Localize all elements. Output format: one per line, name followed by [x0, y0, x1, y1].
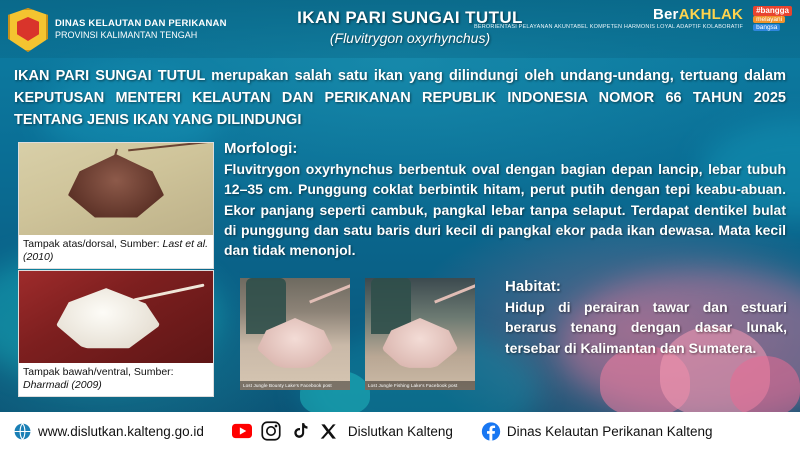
habitat-heading: Habitat:: [505, 278, 561, 295]
ray-tail-shape: [133, 284, 204, 302]
berakhlak-prefix: Ber: [652, 6, 679, 23]
field-photo-right-credit: Lost Jungle Fishing Lake's Facebook post: [365, 381, 475, 390]
agency-name: [55, 19, 227, 40]
page-title: IKAN PARI SUNGAI TUTUL: [297, 8, 523, 27]
habitat-section: [505, 278, 787, 358]
habitat-body: Hidup di perairan tawar dan estuari berarus tenang dengan dasar lunak, tersebar di Kalimantan dan Sumatera.: [505, 299, 787, 356]
morfologi-heading: Morfologi:: [224, 140, 298, 157]
website-link[interactable]: [12, 421, 204, 441]
globe-icon: [12, 421, 32, 441]
facebook-link[interactable]: [481, 421, 713, 441]
coat-of-arms-icon: [8, 8, 48, 52]
field-photo-left-scene: [240, 278, 350, 390]
ray-tail-shape: [309, 283, 350, 303]
berakhlak-tagline: BERORIENTASI PELAYANAN AKUNTABEL KOMPETEN HARMONIS LOYAL ADAPTIF KOLABORATIF: [474, 24, 744, 30]
facebook-page-name: Dinas Kelautan Perikanan Kalteng: [506, 423, 713, 439]
youtube-icon[interactable]: [232, 421, 252, 441]
dorsal-caption-text: Tampak atas/dorsal, Sumber:: [23, 238, 160, 250]
dorsal-photo: [19, 143, 213, 235]
morfologi-body: Fluvitrygon oxyrhynchus berbentuk oval dengan bagian depan lancip, lebar tubuh 12–35 cm. Punggung coklat berbintik hitam, perut putih dengan tepi keabu-abuan. Ekor panjang seperti cambuk, pangkal lebar tanpa selaput. Terdapat dentikel bulat di punggung dan satu baris duri kecil di pangkal ekor pada ikan dewasa. Mata kecil dan tidak menonjol.: [224, 161, 786, 259]
bangga-line2: melayani: [753, 16, 785, 23]
field-photo-left: [240, 278, 350, 390]
agency-line2: PROVINSI KALIMANTAN TENGAH: [55, 30, 198, 41]
intro-paragraph: IKAN PARI SUNGAI TUTUL merupakan salah satu ikan yang dilindungi oleh undang-undang, tertuang dalam KEPUTUSAN MENTERI KELAUTAN DAN PERIKANAN REPUBLIK INDONESIA NOMOR 66 TAHUN 2025 TENTANG JENIS IKAN YANG DILINDUNGI: [14, 68, 786, 128]
berakhlak-logo: [474, 6, 743, 23]
poster-footer: [0, 412, 800, 450]
ray-tail-shape: [128, 143, 212, 151]
dorsal-image-card: [18, 142, 214, 269]
coral-decoration: [730, 356, 800, 416]
ray-body-shape: [68, 154, 164, 220]
scientific-name: (Fluvitrygon oxyrhynchus): [329, 30, 491, 46]
field-photo-right: [365, 278, 475, 390]
bangga-line1: #bangga: [753, 6, 792, 16]
ventral-caption-source: Dharmadi (2009): [23, 379, 102, 392]
bangga-melayani-bangsa-logo: [753, 6, 792, 32]
agency-line1: DINAS KELAUTAN DAN PERIKANAN: [55, 18, 227, 30]
berakhlak-suffix: AKHLAK: [678, 6, 744, 23]
dorsal-caption-source: Last et al. (2010): [23, 238, 209, 264]
x-twitter-icon[interactable]: [319, 421, 339, 441]
field-photo-left-credit: Lost Jungle Bounty Lake's Facebook post: [240, 381, 350, 390]
field-photo-right-scene: [365, 278, 475, 390]
ray-tail-shape: [434, 283, 475, 303]
tiktok-icon[interactable]: [290, 421, 310, 441]
facebook-icon: [481, 421, 501, 441]
instagram-icon[interactable]: [261, 421, 281, 441]
ventral-caption-text: Tampak bawah/ventral, Sumber:: [23, 366, 174, 378]
poster-header: [0, 0, 800, 58]
bangga-line3: bangsa: [753, 24, 780, 31]
ventral-caption: [19, 363, 213, 396]
ventral-photo: [19, 271, 213, 363]
social-handle: Dislutkan Kalteng: [347, 423, 453, 439]
campaign-branding: [474, 6, 792, 32]
morfologi-section: [224, 140, 786, 260]
ventral-image-card: [18, 270, 214, 397]
dorsal-caption: [19, 235, 213, 268]
website-url: www.dislutkan.kalteng.go.id: [38, 423, 204, 439]
agency-branding: [8, 8, 227, 52]
